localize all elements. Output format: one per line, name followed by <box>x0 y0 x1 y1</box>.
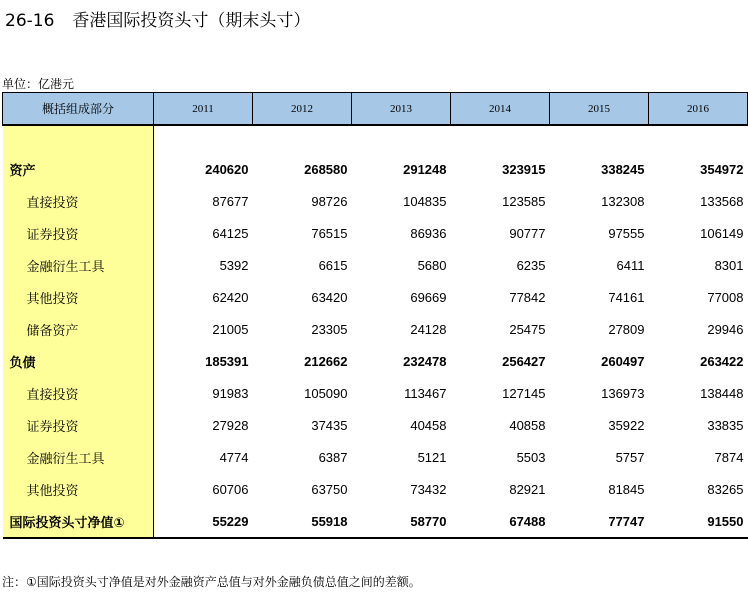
spacer-cell <box>3 125 154 153</box>
value-cell: 106149 <box>700 225 744 241</box>
year-header: 2015 <box>550 93 649 126</box>
header-label: 概括组成部分 <box>3 93 154 126</box>
value-cell: 185391 <box>205 353 249 369</box>
row-label: 资产 <box>3 153 154 185</box>
value-cell: 77842 <box>509 289 546 305</box>
value-cell: 240620 <box>205 161 249 177</box>
value-cell: 62420 <box>212 289 249 305</box>
value-cell: 86936 <box>410 225 447 241</box>
value-cell: 6615 <box>318 257 348 273</box>
value-cell: 87677 <box>212 193 249 209</box>
value-cell: 256427 <box>502 353 546 369</box>
row-label: 储备资产 <box>3 313 154 345</box>
value-cell: 37435 <box>311 417 348 433</box>
page-title <box>5 6 310 31</box>
value-cell: 5680 <box>417 257 447 273</box>
value-cell: 6235 <box>516 257 546 273</box>
value-cell: 4774 <box>219 449 249 465</box>
value-cell: 77747 <box>550 505 649 538</box>
row-label: 负债 <box>3 345 154 377</box>
value-cell: 91550 <box>649 505 748 538</box>
value-cell: 323915 <box>502 161 546 177</box>
table-row <box>3 313 748 345</box>
table-row <box>3 217 748 249</box>
value-cell: 83265 <box>707 481 744 497</box>
value-cell: 8301 <box>714 257 744 273</box>
value-cell: 268580 <box>304 161 348 177</box>
value-cell: 64125 <box>212 225 249 241</box>
value-cell: 104835 <box>403 193 447 209</box>
value-cell: 127145 <box>502 385 546 401</box>
value-cell: 63420 <box>311 289 348 305</box>
value-cell: 67488 <box>451 505 550 538</box>
spacer-row <box>3 125 748 153</box>
row-label: 国际投资头寸净值① <box>3 505 154 538</box>
value-cell: 5757 <box>615 449 645 465</box>
row-label: 证券投资 <box>3 217 154 249</box>
table-body <box>3 125 748 538</box>
value-cell: 58770 <box>352 505 451 538</box>
year-header: 2016 <box>649 93 748 126</box>
table-number: 26-16 <box>5 11 55 31</box>
table-row <box>3 505 748 538</box>
value-cell: 90777 <box>509 225 546 241</box>
row-label: 金融衍生工具 <box>3 441 154 473</box>
table-row <box>3 409 748 441</box>
value-cell: 29946 <box>707 321 744 337</box>
value-cell: 5121 <box>417 449 447 465</box>
value-cell: 5392 <box>219 257 249 273</box>
row-label: 其他投资 <box>3 473 154 505</box>
value-cell: 260497 <box>601 353 645 369</box>
value-cell: 35922 <box>608 417 645 433</box>
value-cell: 263422 <box>700 353 744 369</box>
value-cell: 27928 <box>212 417 249 433</box>
value-cell: 81845 <box>608 481 645 497</box>
table-row <box>3 249 748 281</box>
value-cell: 60706 <box>212 481 249 497</box>
unit-label: 单位：亿港元 <box>2 77 75 91</box>
year-header: 2014 <box>451 93 550 126</box>
value-cell: 25475 <box>509 321 546 337</box>
value-cell: 98726 <box>311 193 348 209</box>
value-cell: 105090 <box>304 385 348 401</box>
value-cell: 63750 <box>311 481 348 497</box>
table-row <box>3 473 748 505</box>
value-cell: 113467 <box>404 385 447 401</box>
header-row <box>3 93 748 126</box>
value-cell: 82921 <box>509 481 546 497</box>
value-cell: 97555 <box>608 225 645 241</box>
value-cell: 232478 <box>403 353 447 369</box>
value-cell: 21005 <box>212 321 249 337</box>
value-cell: 212662 <box>304 353 348 369</box>
table-row <box>3 185 748 217</box>
value-cell: 76515 <box>311 225 348 241</box>
data-table <box>2 92 748 539</box>
value-cell: 7874 <box>714 449 744 465</box>
value-cell: 55918 <box>253 505 352 538</box>
row-label: 直接投资 <box>3 377 154 409</box>
value-cell: 5503 <box>516 449 546 465</box>
table-row <box>3 377 748 409</box>
value-cell: 77008 <box>707 289 744 305</box>
table-row <box>3 281 748 313</box>
value-cell: 6411 <box>616 257 645 273</box>
value-cell: 123585 <box>502 193 546 209</box>
row-label: 证券投资 <box>3 409 154 441</box>
year-header: 2011 <box>154 93 253 126</box>
value-cell: 24128 <box>410 321 447 337</box>
row-label: 其他投资 <box>3 281 154 313</box>
value-cell: 6387 <box>318 449 348 465</box>
table-row <box>3 441 748 473</box>
table-title: 香港国际投资头寸（期末头寸） <box>72 11 311 31</box>
value-cell: 354972 <box>700 161 744 177</box>
value-cell: 74161 <box>608 289 645 305</box>
year-header: 2012 <box>253 93 352 126</box>
value-cell: 338245 <box>601 161 645 177</box>
value-cell: 40458 <box>410 417 447 433</box>
value-cell: 33835 <box>707 417 744 433</box>
value-cell: 27809 <box>608 321 645 337</box>
year-header: 2013 <box>352 93 451 126</box>
value-cell: 291248 <box>403 161 447 177</box>
table-row <box>3 345 748 377</box>
value-cell: 138448 <box>700 385 744 401</box>
row-label: 直接投资 <box>3 185 154 217</box>
value-cell: 73432 <box>410 481 447 497</box>
value-cell: 133568 <box>700 193 744 209</box>
value-cell: 55229 <box>154 505 253 538</box>
table-row <box>3 153 748 185</box>
value-cell: 132308 <box>601 193 645 209</box>
value-cell: 40858 <box>509 417 546 433</box>
value-cell: 91983 <box>212 385 249 401</box>
value-cell: 23305 <box>311 321 348 337</box>
row-label: 金融衍生工具 <box>3 249 154 281</box>
footnote: 注：①国际投资头寸净值是对外金融资产总值与对外金融负债总值之间的差额。 <box>2 575 421 589</box>
value-cell: 69669 <box>410 289 447 305</box>
value-cell: 136973 <box>601 385 645 401</box>
